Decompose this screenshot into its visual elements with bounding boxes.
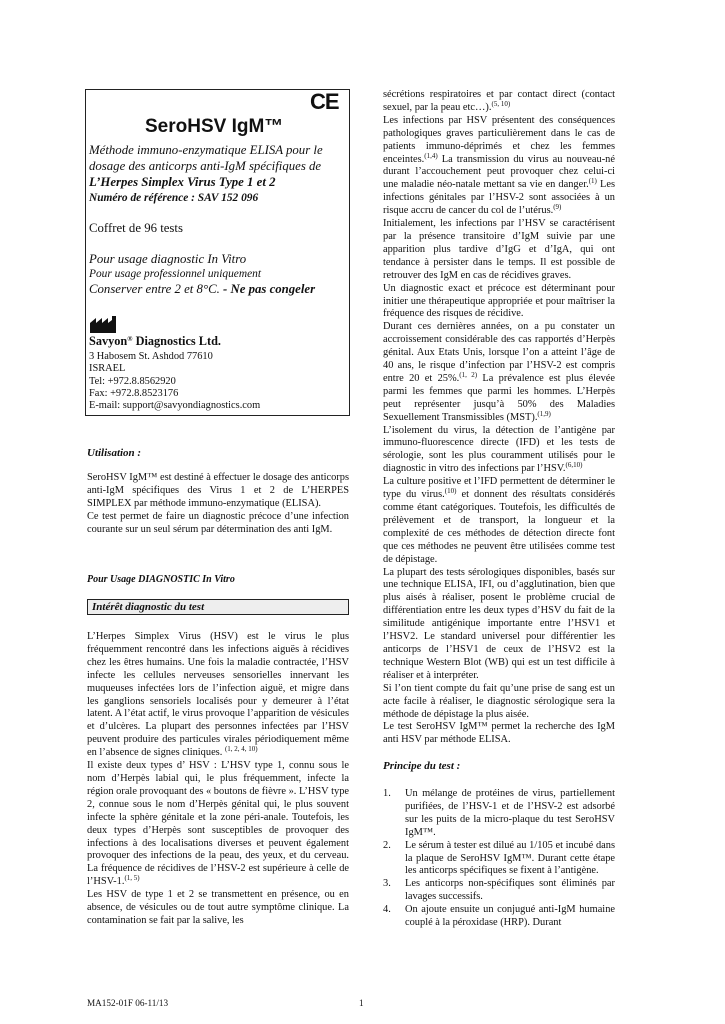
interet-text: L’Herpes Simplex Virus (HSV) est le virus le plus fréquemment rencontré dans les infections aiguës à récidives chez les êtres humains. Une fois la maladie contractée, l’HSV infecte les cellules nerveuses sensorielles innervant les muqueuses infectées lors de l’infection aiguë, et migre dans les ganglions sensoriels localisés pour y demeurer à l’état latent. A l’état actif, le virus provoque l’apparition de vésicules et d’ulcères. La plupart des personnes infectées par l’HSV peuvent produire des particules virales périodiquement même en l’absence de signes cliniques. $^{(1, 2, 4, 10)}$ Il existe deux types d’ HSV : L’HSV type 1, connu sous le nom d’Herpès labial qui, le plus fréquemment, infecte la région orale provoquant des « boutons de fièvre ». L’HSV type 2, connue sous le nom d’Herpès génital qui, le plus souvent infecte la sphère génitale et la zone péri-anale. Toutefois, les deux types d’Herpès sont susceptibles de provoquer des infections à des localisations diverses et peuvent également provoquer des infections de la peau, des yeux, et du cerveau. La fréquence de récidives de l’HSV-2 est supérieure à celle de l’HSV-1.$^{(1, 5)}$ Les HSV de type 1 et 2 se transmettent en présence, ou en absence, de vésicules ou de tout autre symptôme clinique. La contamination se fait par la salive, les — [87, 631, 349, 926]
company-name: Savyon® Diagnostics Ltd. — [89, 334, 221, 348]
principe-heading: Principe du test : — [383, 760, 461, 772]
professional-use-notice: Pour usage professionnel uniquement — [89, 268, 261, 280]
reference-number: Numéro de référence : SAV 152 096 — [89, 192, 259, 204]
usage-notice: Pour Usage DIAGNOSTIC In Vitro — [87, 574, 235, 585]
list-item: 2. Le sérum à tester est dilué au 1/105 et incubé dans la plaque de SeroHSV IgM™. Durant cette étape les anticorps spécifiques se fixent à l’antigène. — [383, 839, 615, 877]
list-item: 4. On ajoute ensuite un conjugué anti-IgM humaine couplé à la péroxidase (HRP). Durant — [383, 904, 615, 929]
virus-name: L’Herpes Simplex Virus Type 1 et 2 — [89, 175, 276, 189]
list-item: 1. Un mélange de protéines de virus, partiellement purifiées, de l’HSV-1 et de l’HSV-2 est adsorbé sur les puits de la micro-plaque du test SeroHSV IgM™. — [383, 788, 615, 838]
factory-icon — [89, 315, 119, 334]
utilisation-text: SeroHSV IgM™ est destiné à effectuer le dosage des anticorps anti-IgM spécifiques des Virus 1 et 2 de L’HERPES SIMPLEX par méthode immuno-enzymatique (ELISA). Ce test permet de faire un diagnostic précoce d’une infection courante sur un seul sérum par détermination des anti IgM. — [87, 472, 349, 535]
storage-notice: Conserver entre 2 et 8°C. - Ne pas congeler — [89, 282, 316, 296]
list-item: 3. Les anticorps non-spécifiques sont éliminés par lavages successifs. — [383, 878, 615, 903]
company-address: 3 Habosem St. Ashdod 77610 ISRAEL Tel: +972.8.8562920 Fax: +972.8.8523176 E-mail: support@savyondiagnostics.com — [89, 351, 261, 412]
interet-heading: Intérêt diagnostic du test — [87, 599, 349, 615]
method-description: Méthode immuno-enzymatique ELISA pour le dosage des anticorps anti-IgM spécifiques de L’Herpes Simplex Virus Type 1 et 2 — [89, 143, 323, 189]
right-column-text: sécrétions respiratoires et par contact direct (contact sexuel, par la peau etc…).$^{(5, 10)}$ Les infections par HSV présentent des conséquences pathologiques graves particulièrement dans le cas de patients immuno-déprimés et chez les femmes enceintes.$^{(1,4)}$ La transmission du virus au nouveau-né durant l’accouchement peut provoquer chez celui-ci une maladie néo-natale mettant sa vie en danger.$^{(1)}$ Les infections génitales par l’HSV-2 sont associées à un risque accru de cancer du col de l’utérus.$^{(9)}$ Initialement, les infections par l’HSV se caractérisent par la présence transitoire d’IgM suivie par une apparition plus tardive d’IgG et d’IgA, qui ont tendance à persister dans le temps. Il est possible de retrouver des IgM en cas de récidives graves. Un diagnostic exact et précoce est déterminant pour initier une thérapeutique appropriée et pour maîtriser la fréquence des risques de récidive. Durant ces dernières années, on a pu constater un accroissement considérable des cas rapportés d’Herpès génital. Aux Etats Unis, lorsque l’on a atteint l’âge de 40 ans, le risque d’infection par l’HSV-2 est compris entre 20 et 25%.$^{(1, 2)}$ La prévalence est plus élevée parmi les femmes que parmi les hommes. L’Herpès peut représenter jusqu’à 50% des Maladies Sexuellement Transmissibles (MST).$^{(1,9)}$ L’isolement du virus, la détection de l’antigène par immuno-fluorescence directe (IFD) et les tests de sérologie, sont les plus couramment utilisés pour le diagnostic in vitro des infections par l’HSV.$^{(6,10)}$ La culture positive et l’IFD permettent de déterminer le type du virus.$^{(10)}$ et donnent des résultats considérés comme étant catégoriques. Toutefois, les difficultés de prélèvement et de transport, la longueur et la complexité de ces méthodes de détection directe font que ces méthodes ne peuvent être utilisées comme test de dépistage. La plupart des tests sérologiques disponibles, basés sur une technique ELISA, IFI, ou d’agglutination, bien que plus aisés à réaliser, posent le problème crucial de différentiation entre les deux types d’HSV du fait de la similitude antigénique importante entre l’HSV1 et l’HSV2. Le standard universel pour différentier les anticorps de l’HSV1 de ceux de l’HSV2 est la technique Western Blot (WB) qui est un test difficile à réaliser et à interpréter. Si l’on tient compte du fait qu’une prise de sang est un acte facile à réaliser, le diagnostic sérologique sera la méthode de dépistage la plus aisée. Le test SeroHSV IgM™ permet la recherche des IgM anti HSV par méthode ELISA. — [383, 89, 615, 746]
email-link[interactable]: E-mail: support@savyondiagnostics.com — [89, 400, 261, 412]
principe-steps — [383, 788, 615, 930]
ce-mark: CE — [310, 89, 339, 114]
product-title: SeroHSV IgM™ — [145, 116, 284, 137]
utilisation-heading: Utilisation : — [87, 447, 142, 459]
document-code: MA152-01F 06-11/13 — [87, 998, 169, 1008]
ivd-notice: Pour usage diagnostic In Vitro — [89, 252, 247, 266]
page-number: 1 — [359, 998, 364, 1008]
kit-size: Coffret de 96 tests — [89, 221, 183, 235]
